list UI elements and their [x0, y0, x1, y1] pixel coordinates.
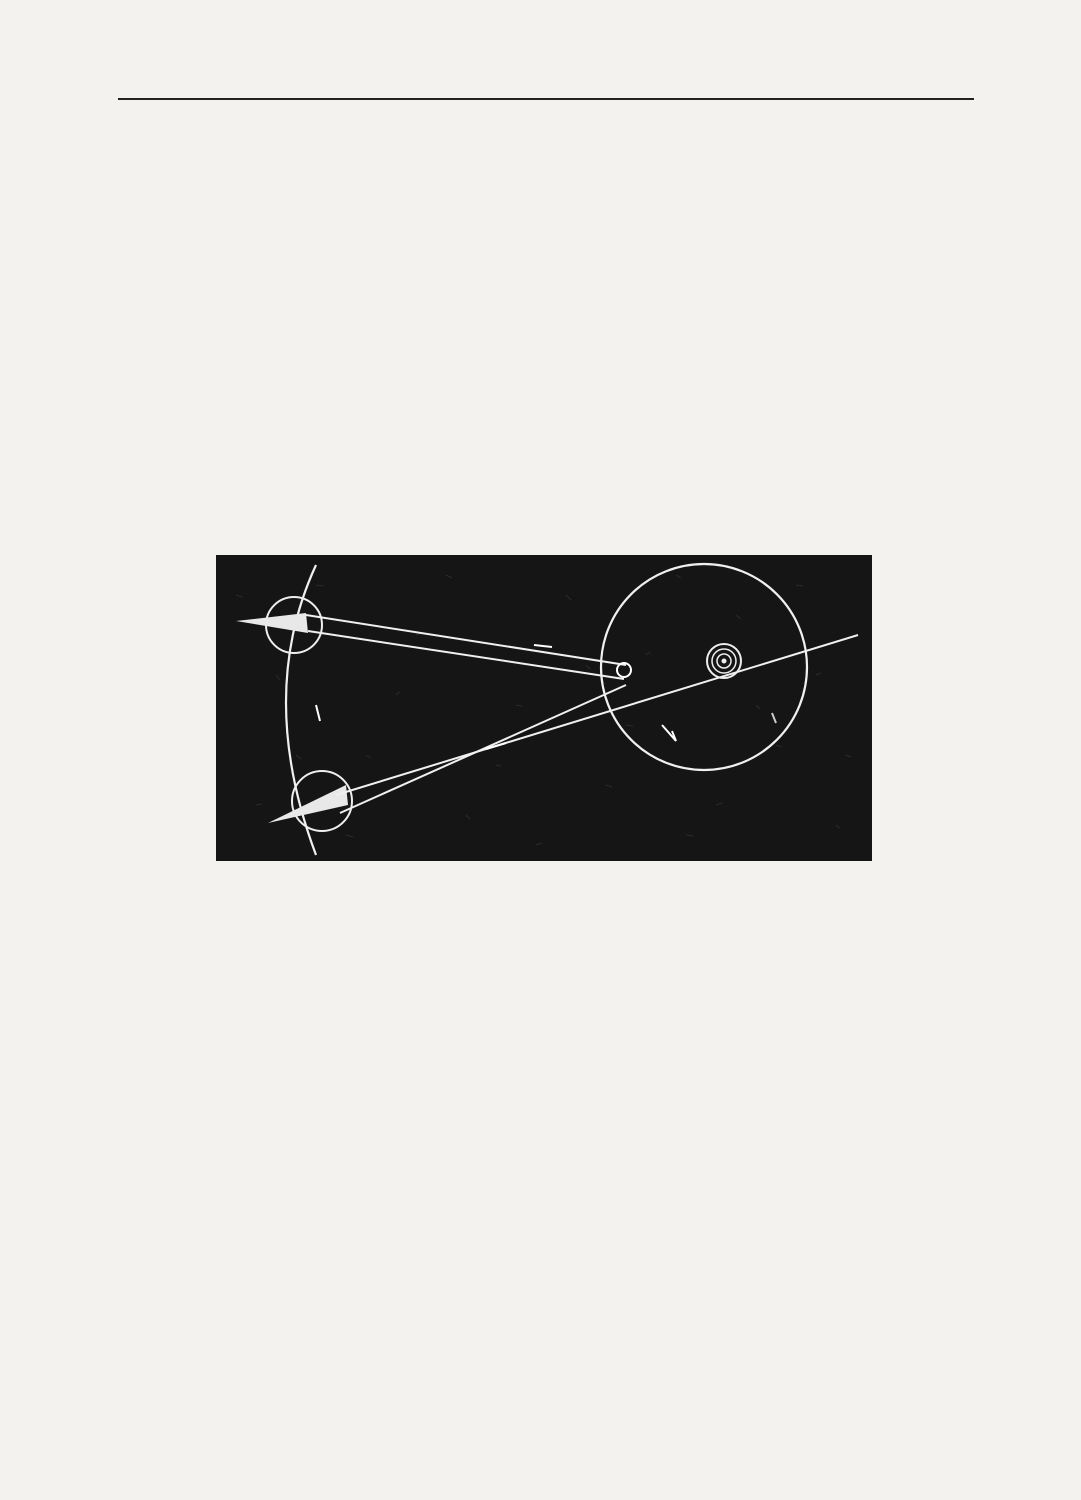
page-header	[118, 64, 974, 100]
arrow-mark	[534, 645, 552, 647]
shadow-cone-lower	[268, 785, 348, 823]
orbit-arrow	[662, 725, 676, 741]
light-ray	[306, 615, 626, 665]
figure-diagram	[216, 555, 872, 861]
light-ray	[340, 685, 626, 813]
orbit-diagram	[216, 555, 872, 861]
shadow-cone-upper	[236, 613, 308, 633]
light-ray	[336, 635, 858, 795]
earth-orbit	[601, 564, 807, 770]
arrow-mark	[316, 705, 320, 721]
light-ray	[308, 631, 624, 679]
